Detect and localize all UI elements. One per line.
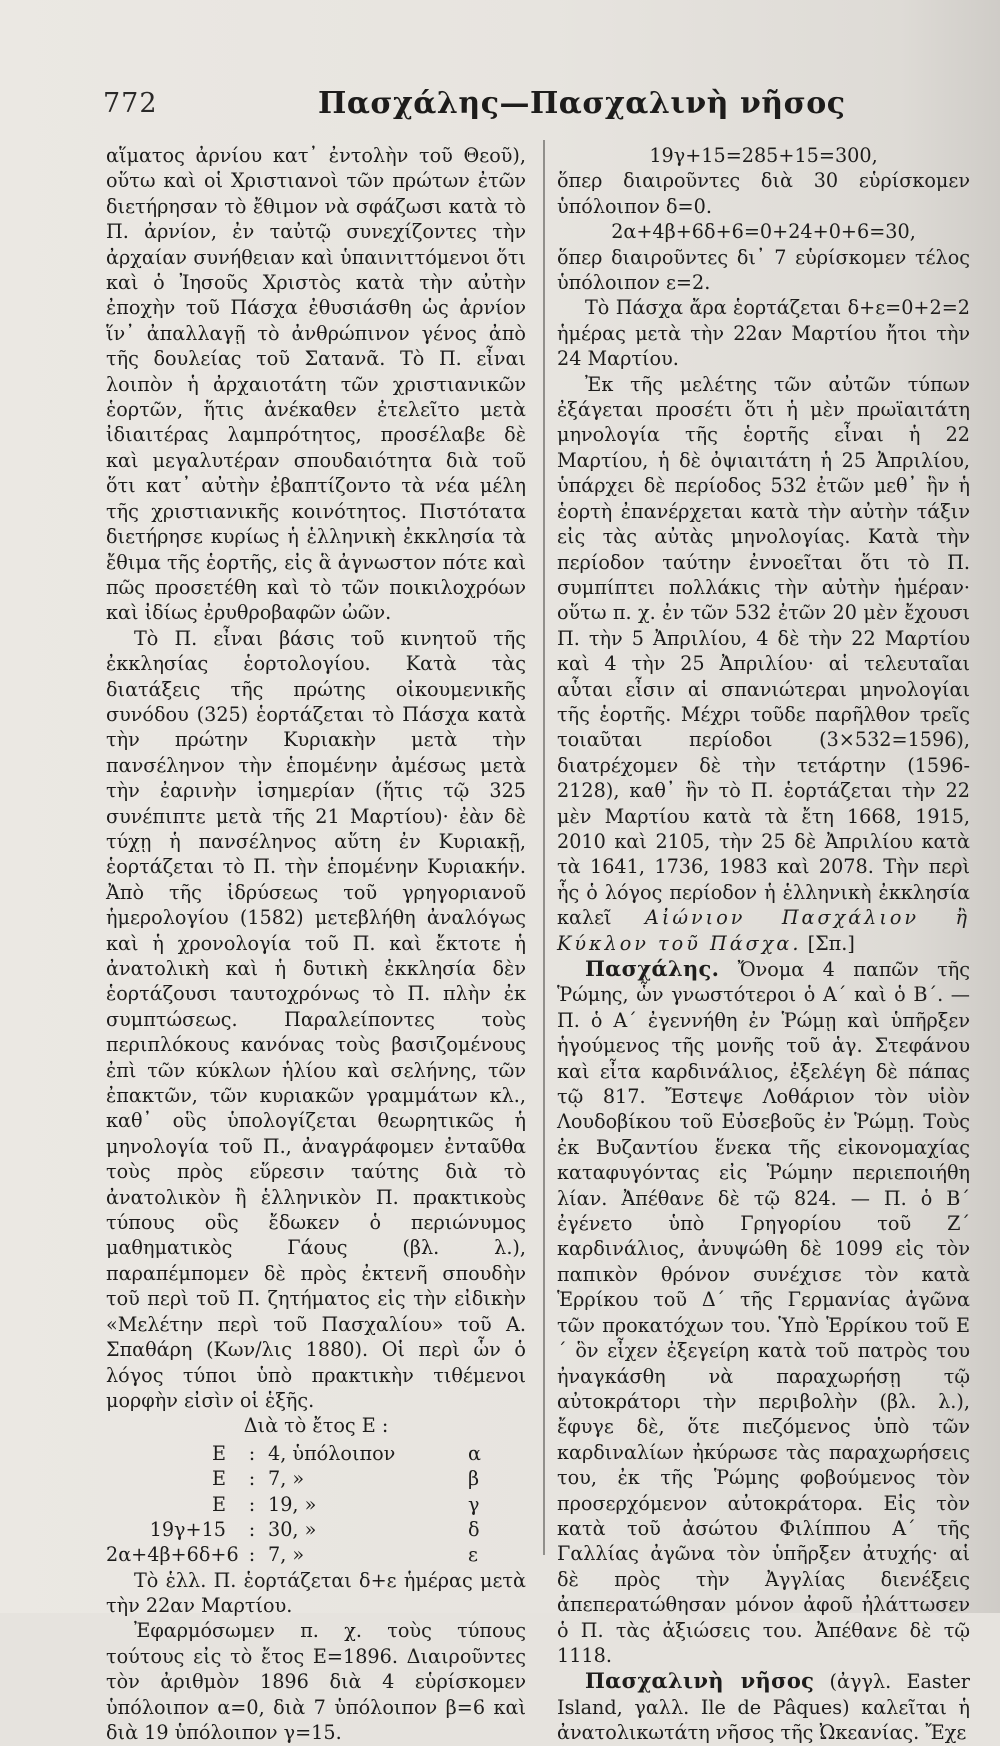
left-column <box>106 143 526 1746</box>
column-divider <box>543 140 545 1555</box>
table-cell: : <box>248 1492 256 1516</box>
paragraph: Τὸ ἑλλ. Π. ἑορτάζεται δ+ε ἡμέρας μετὰ τὴν 22αν Μαρτίου. <box>106 1568 526 1618</box>
table-cell: : <box>248 1441 256 1465</box>
table-cell: 4, ὑπόλοιπον <box>268 1441 396 1465</box>
table-cell: : <box>248 1467 256 1491</box>
table-row <box>106 1517 526 1542</box>
formula-table <box>106 1441 526 1568</box>
page-number: 772 <box>103 88 158 119</box>
paragraph-text: Ἐκ τῆς μελέτης τῶν αὐτῶν τύπων ἐξάγεται προσέτι ὅτι ἡ μὲν πρωϊαιτάτη μηνολογία τῆς ἑορτῆς εἶναι ἡ 22 Μαρτίου, ἡ δὲ ὀψιαιτάτη ἡ 25 Ἀπριλίου, ὑπάρχει δὲ περίοδος 532 ἐτῶν μεθ᾽ ἣν ἡ ἑορτὴ ἐπανέρχεται κατὰ τὴν αὐτὴν τάξιν εἰς τὰς αὐτὰς μηνολογίας. Κατὰ τὴν περίοδον ταύτην ἐννοεῖται ὅτι τὸ Π. συμπίπτει πολλάκις τὴν αὐτὴν ἡμέραν· οὕτω π. χ. ἐν τῶν 532 ἐτῶν 20 μὲν ἔχουσι Π. τὴν 5 Ἀπριλίου, 4 δὲ τὴν 22 Μαρτίου καὶ 4 τὴν 25 Ἀπριλίου· αἱ τελευταῖαι αὗται εἶσιν αἱ σπανιώτεραι μηνολογίαι τῆς ἑορτῆς. Μέχρι τοῦδε παρῆλθον τρεῖς τοιαῦται περίοδοι (3×532=1596), διατρέχομεν δὲ τὴν τετάρτην (1596-2128), καθ᾽ ἣν τὸ Π. ἑορτάζεται τὴν 22 μὲν Μαρτίου κατὰ τὰ ἔτη 1668, 1915, 2010 καὶ 2105, τὴν 25 δὲ Ἀπριλίου κατὰ τὰ 1641, 1736, 1983 καὶ 2078. Τὴν περὶ ἧς ὁ λόγος περίοδον ἡ ἑλληνικὴ ἐκκλησία καλεῖ <box>557 372 970 930</box>
paragraph: ὅπερ διαιροῦντες δι᾽ 7 εὑρίσκομεν τέλος ὑπόλοιπον ε=2. <box>557 245 970 295</box>
paragraph: Τὸ Πάσχα ἄρα ἑορτάζεται δ+ε=0+2=2 ἡμέρας μετὰ τὴν 22αν Μαρτίου ἤτοι τὴν 24 Μαρτίου. <box>557 296 970 371</box>
table-caption: Διὰ τὸ ἔτος Ε : <box>243 1414 389 1438</box>
author-signature: [Σπ.] <box>807 931 855 955</box>
table-cell: β <box>468 1467 480 1491</box>
table-cell: Ε <box>211 1467 226 1491</box>
table-row <box>106 1542 526 1567</box>
table-cell: Ε <box>211 1492 226 1516</box>
equation: 2α+4β+6δ+6=0+24+0+6=30, <box>611 220 916 244</box>
table-cell: 19γ+15 <box>149 1517 226 1541</box>
running-title: Πασχάλης—Πασχαλινὴ νῆσος <box>318 86 846 121</box>
entry-body: Ὄνομα 4 παπῶν τῆς Ῥώμης, ὧν γνωστότεροι ὁ Α´ καὶ ὁ Β´. — Π. ὁ Α´ ἐγεννήθη ἐν Ῥώμῃ καὶ ὑπῆρξεν ἡγούμενος τῆς μονῆς τοῦ ἁγ. Στεφάνου καὶ εἶτα καρδινάλιος, ἐξελέγη δὲ πάπας τῷ 817. Ἔστεψε Λοθάριον τὸν υἱὸν Λουδοβίκου τοῦ Εὐσεβοῦς ἐν Ῥώμῃ. Τοὺς ἐκ Βυζαντίου ἕνεκα τῆς εἰκονομαχίας καταφυγόντας εἰς Ῥώμην περιεποιήθη λίαν. Ἀπέθανε δὲ τῷ 824. — Π. ὁ Β´ ἐγένετο ὑπὸ Γρηγορίου τοῦ Ζ´ καρδινάλιος, ἀνυψώθη δὲ 1099 εἰς τὸν παπικὸν θρόνον συνέχισε τὸν κατὰ Ἑρρίκου τοῦ Δ´ τῆς Γερμανίας ἀγῶνα τῶν προκατόχων του. Ὑπὸ Ἑρρίκου τοῦ Ε´ ὃν εἶχεν ἐξεγείρη κατὰ τοῦ πατρὸς του ἠναγκάσθη νὰ παραχωρήσῃ τῷ αὐτοκράτορι τὴν περιβολὴν (βλ. λ.), ἔφυγε δὲ, ὅτε πιεζόμενος ὑπὸ τῶν καρδιναλίων ἠκύρωσε τὰς παραχωρήσεις του, ἐκ τῆς Ῥώμης φοβούμενος τὸν προσερχόμενον αὐτοκράτορα. Εἰς τὸν κατὰ τοῦ ἀσώτου Φιλίππου Α´ τῆς Γαλλίας ἀγῶνα τὸν ὑπῆρξεν ἀτυχής· αἱ δὲ πρὸς τὴν Ἀγγλίας διενέξεις ἀπεπερατώθησαν μόνον ἀφοῦ ἠλάττωσεν ὁ Π. τὰς ἀξιώσεις του. Ἀπέθανε δὲ τῷ 1118. <box>557 958 970 1667</box>
page-header <box>0 88 1000 128</box>
entry-paschal <box>557 956 970 1668</box>
table-cell: γ <box>468 1492 480 1516</box>
spaced-term: Αἰώνιον Πασχάλιον ἢ Κύκλον τοῦ Πάσχα. <box>557 906 970 955</box>
table-cell: : <box>248 1517 256 1541</box>
paragraph: Ἐφαρμόσωμεν π. χ. τοὺς τύπους τούτους εἰς τὸ ἔτος Ε=1896. Διαιροῦντες τὸν ἀριθμὸν 1896 διὰ 4 εὑρίσκομεν ὑπόλοιπον α=0, διὰ 7 ὑπόλοιπον β=6 καὶ διὰ 19 ὑπόλοιπον γ=15. <box>106 1619 526 1745</box>
paragraph: ὅπερ διαιροῦντες διὰ 30 εὑρίσκομεν ὑπόλοιπον δ=0. <box>557 169 970 218</box>
entry-easter-island <box>557 1668 970 1745</box>
table-cell: 19, » <box>268 1492 317 1516</box>
table-cell: 2α+4β+6δ+6 <box>106 1543 239 1567</box>
table-row <box>106 1492 526 1517</box>
table-cell: : <box>248 1543 256 1567</box>
entry-headword: Πασχαλινὴ νῆσος <box>585 1668 815 1694</box>
entry-headword: Πασχάλης. <box>585 956 720 981</box>
entry-body: (ἀγγλ. Easter Island, γαλλ. Ile de Pâques) καλεῖται ἡ ἀνατολικωτάτη νῆσος τῆς Ὠκεανίας. Ἔχε <box>557 1670 970 1745</box>
right-column <box>557 143 970 1746</box>
paragraph: Τὸ Π. εἶναι βάσις τοῦ κινητοῦ τῆς ἐκκλησίας ἑορτολογίου. Κατὰ τὰς διατάξεις τῆς πρώτης οἰκουμενικῆς συνόδου (325) ἑορτάζεται τὸ Πάσχα κατὰ τὴν πρώτην Κυριακὴν μετὰ τὴν πανσέληνον τὴν ἑπομένην ἀμέσως μετὰ τὴν ἐαρινὴν ἰσημερίαν (ἥτις τῷ 325 συνέπιπτε μετὰ τῆς 21 Μαρτίου)· ἐὰν δὲ τύχῃ ἡ πανσέληνος αὕτη ἐν Κυριακῇ, ἑορτάζεται τὸ Π. τὴν ἑπομένην Κυριακήν. Ἀπὸ τῆς ἱδρύσεως τοῦ γρηγοριανοῦ ἡμερολογίου (1582) μετεβλήθη ἀναλόγως καὶ ἡ χρονολογία τοῦ Π. καὶ ἔκτοτε ἡ ἀνατολικὴ καὶ ἡ δυτικὴ ἐκκλησία δὲν ἑορτάζουσι ταυτοχρόνως τὸ Π. πλὴν ἐκ συμπτώσεως. Παραλείποντες τοὺς περιπλόκους κανόνας τοὺς βασιζομένους ἐπὶ τῶν κύκλων ἡλίου καὶ σελήνης, τῶν ἐπακτῶν, τῶν κυριακῶν γραμμάτων κλ., καθ᾽ οὓς ὑπολογίζεται θεωρητικῶς ἡ μηνολογία τοῦ Π., ἀναγράφομεν ἐνταῦθα τοὺς πρὸς εὕρεσιν ταύτης διὰ τὸ ἀνατολικὸν ἢ ἑλληνικὸν Π. πρακτικοὺς τύπους οὓς ἔδωκεν ὁ περιώνυμος μαθηματικὸς Γάους (βλ. λ.), παραπέμπομεν δὲ πρὸς ἐκτενῆ σπουδὴν τοῦ περὶ τοῦ Π. ζητήματος εἰς τὴν εἰδικὴν «Μελέτην περὶ τοῦ Πασχαλίου» τοῦ Α. Σπαθάρη (Κων/λις 1880). Οἱ περὶ ὧν ὁ λόγος τύποι ὑπὸ πρακτικὴν τιθέμενοι μορφὴν εἰσὶν οἱ ἑξῆς. <box>106 626 526 1412</box>
paragraph: αἵματος ἀρνίου κατ᾽ ἐντολὴν τοῦ Θεοῦ), οὕτω καὶ οἱ Χριστιανοὶ τῶν πρώτων ἐτῶν διετήρησαν τὸ ἔθιμον νὰ σφάζωσι κατὰ τὸ Π. ἀρνίον, ἐν ταὐτῷ συνεχίζοντες τὴν ἀρχαίαν συνήθειαν καὶ ὑπαινιττόμενοι ὅτι καὶ ὁ Ἰησοῦς Χριστὸς κατὰ τὴν αὐτὴν ἐποχὴν τοῦ Πάσχα ἐθυσιάσθη ὡς ἀρνίον ἵν᾽ ἀπαλλαγῇ τὸ ἀνθρώπινον γένος ἀπὸ τῆς δουλείας τοῦ Σατανᾶ. Τὸ Π. εἶναι λοιπὸν ἡ ἀρχαιοτάτη τῶν χριστιανικῶν ἑορτῶν, ἥτις ἀνέκαθεν ἐτελεῖτο μετὰ ἰδιαιτέρας λαμπρότητος, προσέλαβε δὲ καὶ μεγαλυτέραν σπουδαιότητα διὰ τοῦ ὅτι κατ᾽ αὐτὴν ἐβαπτίζοντο τὰ νέα μέλη τῆς χριστιανικῆς κοινότητος. Πιστότατα διετήρησε κυρίως ἡ ἑλληνικὴ ἐκκλησία τὰ ἔθιμα τῆς ἑορτῆς, εἰς ἃ ἀγνωστον πότε καὶ πῶς προσετέθη καὶ τὸ τῶν ποικιλοχρόων καὶ ἰδίως ἐρυθροβαφῶν ὠῶν. <box>106 144 526 625</box>
paragraph <box>557 372 970 956</box>
table-cell: 30, » <box>268 1517 317 1541</box>
table-cell: 7, » <box>268 1467 305 1491</box>
table-row <box>106 1441 526 1466</box>
table-row <box>106 1466 526 1491</box>
table-cell: Ε <box>211 1441 226 1465</box>
table-cell: ε <box>468 1543 478 1567</box>
table-cell: α <box>468 1441 481 1465</box>
equation: 19γ+15=285+15=300, <box>649 144 878 167</box>
table-cell: 7, » <box>268 1543 305 1567</box>
table-cell: δ <box>468 1517 480 1541</box>
